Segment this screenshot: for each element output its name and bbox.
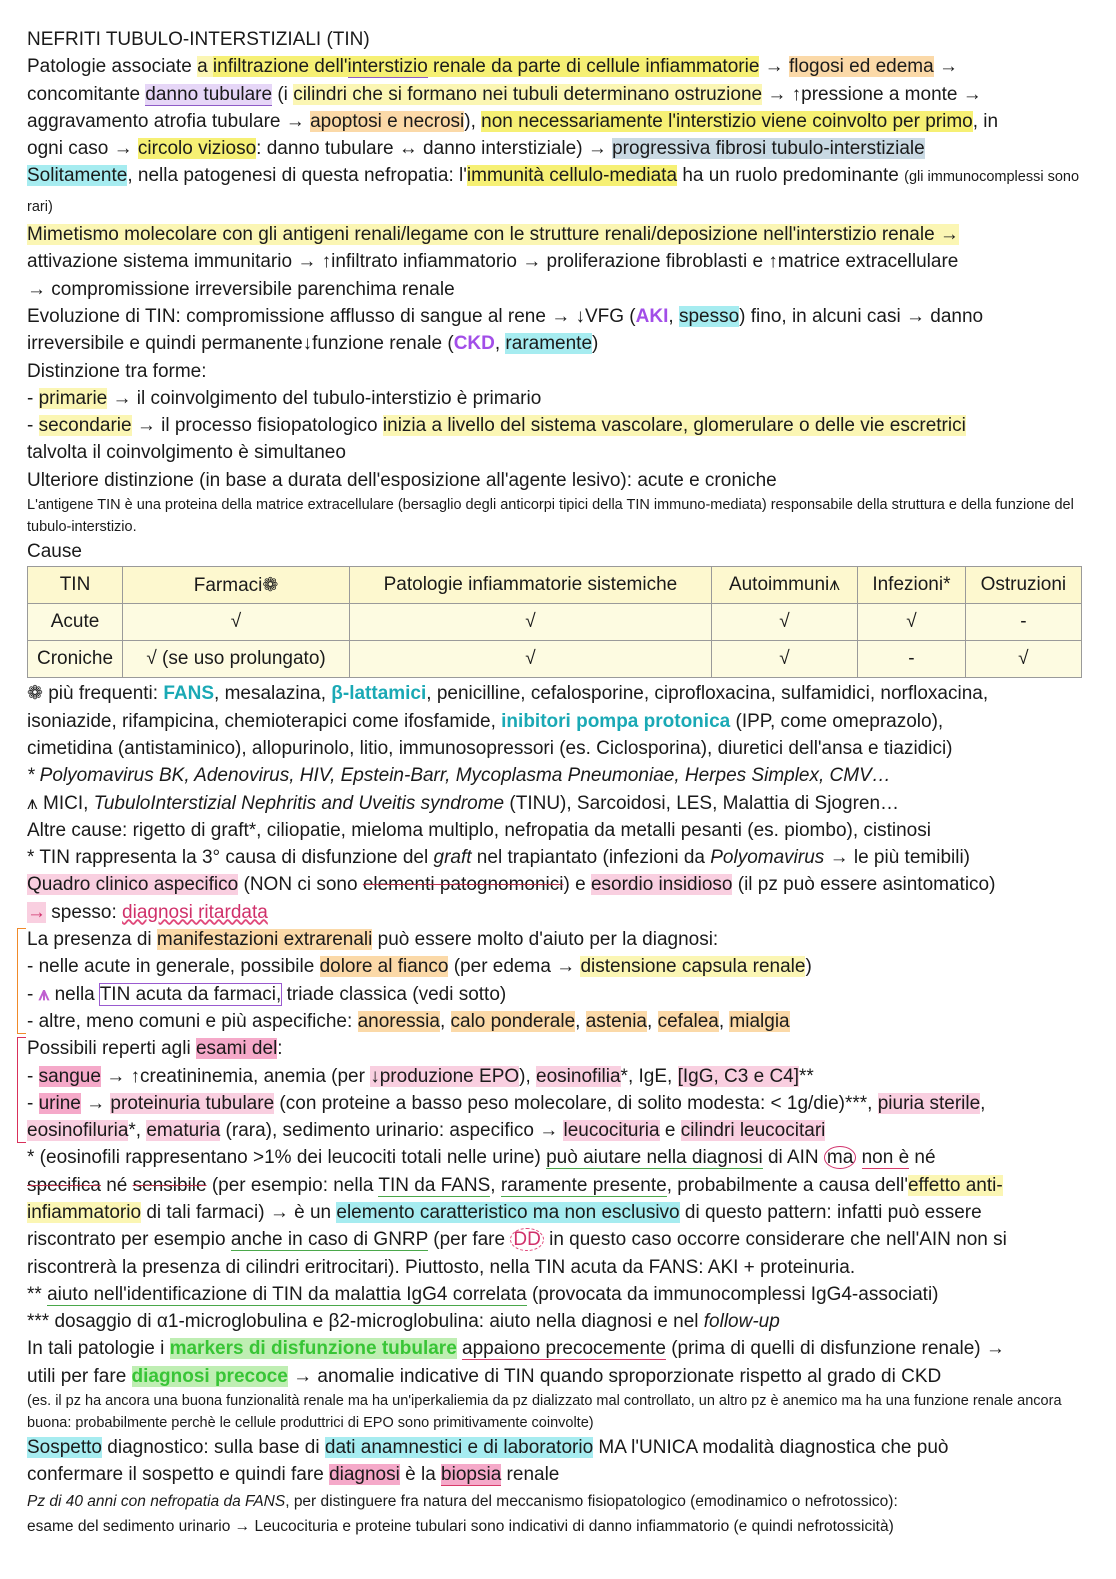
autoimmune-line: ⩚ MICI, TubuloInterstizial Nephritis and Uveitis syndrome (TINU), Sarcoidosi, LES, Malattia di Sjogren…	[27, 792, 900, 814]
case-note: Pz di 40 anni con nefropatia da FANS, per distinguere fra natura del meccanismo fisiopatologico (emodinamico o nefrotossico): esame del sedimento urinario → Leucocituria e proteine tubulari sono indicativi di danno infiammatorio (e quindi nefrotossicità)	[27, 1492, 898, 1535]
table-cell: √ (se uso prolungato)	[123, 641, 350, 678]
table-header-row	[28, 567, 1082, 604]
table-header-cell: TIN	[28, 567, 123, 604]
intro-paragraph: Patologie associate a infiltrazione dell'interstizio renale da parte di cellule infiammatorie → flogosi ed edema → concomitante danno tubulare (i cilindri che si formano nei tubuli determinano ostruzione → ↑pressione a monte → aggravamento atrofia tubulare → apoptosi e necrosi), non necessariamente l'interstizio viene coinvolto per primo, in ogni caso → circolo vizioso: danno tubulare ↔ danno interstiziale) → progressiva fibrosi tubulo-interstiziale	[27, 56, 999, 160]
table-header-cell: Autoimmuni⩚	[711, 567, 857, 604]
other-causes-line: Altre cause: rigetto di graft*, ciliopatie, mieloma multiplo, nefropatia da metalli pesanti (es. piombo), cistinosi	[27, 819, 931, 841]
red-bracket	[17, 1037, 26, 1143]
table-cell: -	[965, 604, 1081, 641]
evolution-paragraph: Evoluzione di TIN: compromissione afflusso di sangue al rene → ↓VFG (AKI, spesso) fino, in alcuni casi → danno irreversibile e quindi permanente↓funzione renale (CKD, raramente)	[27, 305, 984, 355]
extrarenal-section	[27, 926, 1092, 1035]
clinical-picture-paragraph: Quadro clinico aspecifico (NON ci sono elementi patognomonici) e esordio insidioso (il pz può essere asintomatico) → spesso: diagnosi ritardata	[27, 874, 996, 923]
graft-line: * TIN rappresenta la 3° causa di disfunzione del graft nel trapiantato (infezioni da Polyomavirus → le più temibili)	[27, 847, 971, 869]
exams-paragraph: Possibili reperti agli esami del: - sangue → ↑creatininemia, anemia (per ↓produzione EPO), eosinofilia*, IgE, [IgG, C3 e C4]** - urine → proteinuria tubulare (con proteine a basso peso molecolare, di solito modesta: < 1g/die)***, piuria sterile, eosinofiluria*, ematuria (rara), sedimento urinario: aspecifico → leucocituria e cilindri leucocitari	[27, 1038, 986, 1142]
table-row	[28, 604, 1082, 641]
distinction-paragraph: Distinzione tra forme: - primarie → il coinvolgimento del tubulo-interstizio è primario - secondarie → il processo fisiopatologico inizia a livello del sistema vascolare, glomerulare o delle vie escretrici talvolta il coinvolgimento è simultaneo Ulteriore distinzione (in base a durata dell'esposizione all'agente lesivo): acute e croniche	[27, 360, 966, 491]
table-cell: √	[123, 604, 350, 641]
table-cell: √	[711, 604, 857, 641]
markers-paragraph: In tali patologie i markers di disfunzione tubulare appaiono precocemente (prima di quelli di disfunzione renale) → utili per fare diagnosi precoce → anomalie indicative di TIN quando sproporzionate rispetto al grado di CKD	[27, 1338, 1005, 1387]
mimicry-paragraph: Mimetismo molecolare con gli antigeni renali/legame con le strutture renali/deposizione nell'interstizio renale → attivazione sistema immunitario → ↑infiltrato infiammatorio → proliferazione fibroblasti e ↑matrice extracellulare → compromissione irreversibile parenchima renale	[27, 224, 959, 300]
drugs-paragraph: ❁ più frequenti: FANS, mesalazina, β-lattamici, penicilline, cefalosporine, ciprofloxacina, sulfamidici, norfloxacina, isoniazide, rifampicina, chemioterapici come ifosfamide, inibitori pompa protonica (IPP, come omeprazolo), cimetidina (antistaminico), allopurinolo, litio, immunosopressori (es. Ciclosporina), diuretici dell'ansa e tiazidici)	[27, 683, 989, 759]
microglobulin-line: *** dosaggio di α1-microglobulina e β2-microglobulina: aiuto nella diagnosi e nel follow-up	[27, 1311, 780, 1333]
table-cell: √	[350, 641, 712, 678]
table-header-cell: Ostruzioni	[965, 567, 1081, 604]
causes-table	[27, 566, 1082, 678]
table-cell: Acute	[28, 604, 123, 641]
table-header-cell: Infezioni*	[858, 567, 966, 604]
table-header-cell: Patologie infiammatorie sistemiche	[350, 567, 712, 604]
table-header-cell: Farmaci❁	[123, 567, 350, 604]
infections-line: * Polyomavirus BK, Adenovirus, HIV, Epstein-Barr, Mycoplasma Pneumoniae, Herpes Simplex, CMV…	[27, 765, 891, 787]
table-cell: √	[350, 604, 712, 641]
table-cell: Croniche	[28, 641, 123, 678]
table-row	[28, 641, 1082, 678]
document-page	[27, 26, 1092, 1539]
orange-bracket	[17, 928, 26, 1034]
table-cell: √	[965, 641, 1081, 678]
table-cell: √	[858, 604, 966, 641]
extrarenal-paragraph: La presenza di manifestazioni extrarenali può essere molto d'aiuto per la diagnosi: - nelle acute in generale, possibile dolore al fianco (per edema → distensione capsula renale) - ⩚ nella TIN acuta da farmaci, triade classica (vedi sotto) - altre, meno comuni e più aspecifiche: anoressia, calo ponderale, astenia, cefalea, mialgia	[27, 929, 812, 1032]
immunity-paragraph: Solitamente, nella patogenesi di questa nefropatia: l'immunità cellulo-mediata ha un ruolo predominante (gli immunocomplessi sono rari)	[27, 165, 1080, 215]
table-cell: √	[711, 641, 857, 678]
igg4-line: ** aiuto nell'identificazione di TIN da malattia IgG4 correlata (provocata da immunocomplessi IgG4-associati)	[27, 1283, 939, 1305]
page-title: NEFRITI TUBULO-INTERSTIZIALI (TIN)	[27, 29, 370, 50]
eosinophils-paragraph: * (eosinofili rappresentano >1% dei leucociti totali nelle urine) può aiutare nella diagnosi di AIN ma non è né specifica né sensibile (per esempio: nella TIN da FANS, raramente presente, probabilmente a causa dell'effetto anti- infiammatorio di tali farmaci) → è un elemento caratteristico ma non esclusivo di questo pattern: infatti può essere riscontrato per esempio anche in caso di GNRP (per fare DD in questo caso occorre considerare che nell'AIN non si riscontrerà la presenza di cilindri eritrocitari). Piuttosto, nella TIN acuta da FANS: AKI + proteinuria.	[27, 1147, 1007, 1278]
suspicion-paragraph: Sospetto diagnostico: sulla base di dati anamnestici e di laboratorio MA l'UNICA modalità diagnostica che può confermare il sospetto e quindi fare diagnosi è la biopsia renale	[27, 1437, 949, 1486]
table-cell: -	[858, 641, 966, 678]
causes-label: Cause	[27, 541, 82, 563]
antigen-note: L'antigene TIN è una proteina della matrice extracellulare (bersaglio degli anticorpi tipici della TIN immuno-mediata) responsabile della struttura e della funzione del tubulo-interstizio.	[27, 497, 1074, 536]
exams-section	[27, 1035, 1092, 1144]
markers-example-note: (es. il pz ha ancora una buona funzionalità renale ma ha un'iperkaliemia da pz dializzato mal controllato, un altro pz è anemico ma ha una funzione renale ancora buona: probabilmente perchè le cellule produttrici di EPO sono primitivamente coinvolte)	[27, 1393, 1062, 1432]
